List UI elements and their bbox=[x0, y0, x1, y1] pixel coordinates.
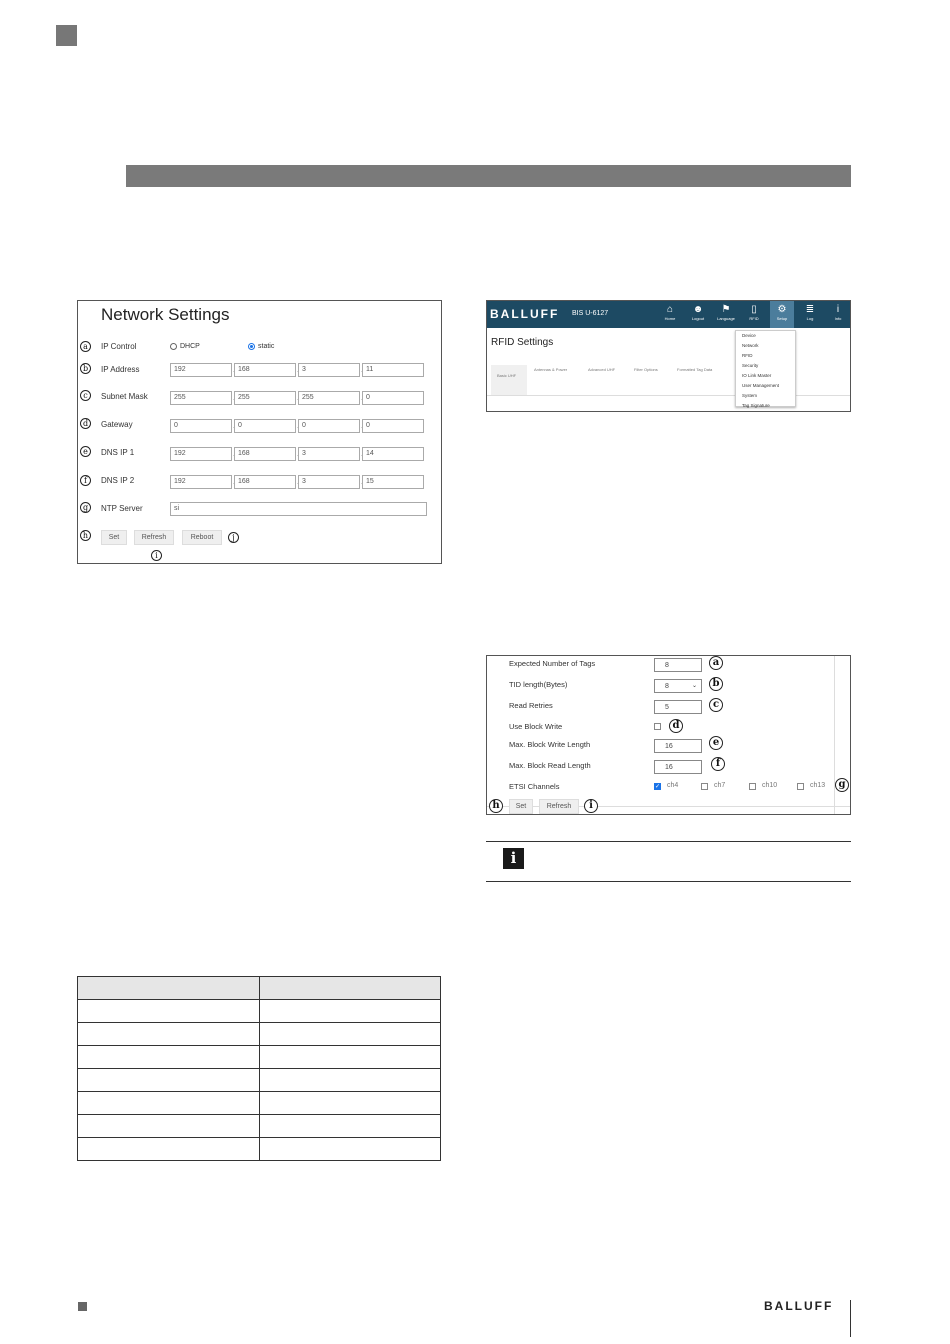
nav-label: Log bbox=[806, 316, 814, 321]
refresh-button[interactable]: Refresh bbox=[134, 530, 174, 545]
table-cell bbox=[78, 1092, 260, 1115]
marker-h: h bbox=[489, 799, 503, 813]
network-settings-screenshot bbox=[77, 300, 442, 564]
table-cell bbox=[78, 1115, 260, 1138]
table-cell bbox=[78, 1046, 260, 1069]
nav-home[interactable] bbox=[658, 304, 682, 322]
marker-a: a bbox=[80, 341, 91, 352]
dhcp-radio-label: DHCP bbox=[180, 343, 200, 350]
gear-icon: ⚙ bbox=[777, 304, 787, 315]
read-retries-label: Read Retries bbox=[509, 701, 553, 710]
gateway-octet-4[interactable]: 0 bbox=[362, 419, 424, 433]
menu-item-system[interactable]: System bbox=[742, 393, 758, 398]
ip-address-octet-3[interactable]: 3 bbox=[298, 363, 360, 377]
ip-address-octet-4[interactable]: 11 bbox=[362, 363, 424, 377]
nav-setup[interactable] bbox=[770, 301, 794, 328]
marker-c: c bbox=[709, 698, 723, 712]
document-icon: ▯ bbox=[751, 304, 757, 315]
marker-d: d bbox=[80, 418, 91, 429]
subnet-mask-octet-2[interactable]: 255 bbox=[234, 391, 296, 405]
ip-address-octet-2[interactable]: 168 bbox=[234, 363, 296, 377]
brand-logo: BALLUFF bbox=[490, 307, 560, 321]
refresh-button[interactable]: Refresh bbox=[539, 799, 579, 814]
dhcp-radio[interactable] bbox=[170, 343, 177, 350]
table-cell bbox=[259, 1000, 441, 1023]
dns-ip-2-label: DNS IP 2 bbox=[101, 476, 135, 485]
menu-item-user-management[interactable]: User Management bbox=[742, 383, 780, 388]
panel-divider bbox=[834, 656, 835, 814]
menu-item-device[interactable]: Device bbox=[742, 333, 756, 338]
marker-g: g bbox=[835, 778, 849, 792]
ntp-server-label: NTP Server bbox=[101, 504, 143, 513]
max-block-write-label: Max. Block Write Length bbox=[509, 740, 591, 749]
info-icon: i bbox=[836, 304, 840, 315]
marker-h: h bbox=[80, 530, 91, 541]
marker-c: c bbox=[80, 390, 91, 401]
expected-tags-input[interactable]: 8 bbox=[654, 658, 702, 672]
table-cell bbox=[78, 1023, 260, 1046]
ip-control-label: IP Control bbox=[101, 342, 137, 351]
table-header-row bbox=[78, 977, 441, 1000]
table-cell bbox=[78, 1000, 260, 1023]
corner-square bbox=[56, 25, 77, 46]
static-radio-label: static bbox=[258, 343, 275, 350]
nav-info[interactable] bbox=[826, 304, 850, 322]
marker-b: b bbox=[80, 363, 91, 374]
network-settings-title: Network Settings bbox=[101, 305, 230, 324]
table-cell bbox=[259, 1023, 441, 1046]
dns-ip-2-octet-2[interactable]: 168 bbox=[234, 475, 296, 489]
dns-ip-1-octet-3[interactable]: 3 bbox=[298, 447, 360, 461]
channel-ch13-label: ch13 bbox=[810, 782, 826, 789]
marker-f: f bbox=[80, 475, 91, 486]
set-button[interactable]: Set bbox=[101, 530, 127, 545]
etsi-channels-label: ETSI Channels bbox=[509, 782, 560, 791]
menu-item-security[interactable]: Security bbox=[742, 363, 759, 368]
tid-length-select[interactable] bbox=[654, 679, 702, 693]
info-icon: i bbox=[503, 848, 524, 869]
gateway-octet-1[interactable]: 0 bbox=[170, 419, 232, 433]
table-cell bbox=[259, 1046, 441, 1069]
gateway-octet-2[interactable]: 0 bbox=[234, 419, 296, 433]
channel-ch4-label: ch4 bbox=[667, 782, 679, 789]
table-cell bbox=[259, 1092, 441, 1115]
table-row bbox=[78, 1046, 441, 1069]
dns-ip-2-octet-3[interactable]: 3 bbox=[298, 475, 360, 489]
ntp-server-input[interactable]: si bbox=[170, 502, 427, 516]
list-icon: ≣ bbox=[805, 304, 815, 315]
gateway-octet-3[interactable]: 0 bbox=[298, 419, 360, 433]
marker-e: e bbox=[709, 736, 723, 750]
table-header-cell bbox=[259, 977, 441, 1000]
table-row bbox=[78, 1115, 441, 1138]
menu-item-rfid[interactable]: RFID bbox=[742, 353, 753, 358]
tab-formatted-tag-data[interactable]: Formatted Tag Data bbox=[677, 367, 713, 372]
table-header-cell bbox=[78, 977, 260, 1000]
table-cell bbox=[259, 1115, 441, 1138]
tid-length-label: TID length(Bytes) bbox=[509, 680, 568, 689]
gateway-label: Gateway bbox=[101, 420, 133, 429]
dns-ip-2-octet-4[interactable]: 15 bbox=[362, 475, 424, 489]
marker-b: b bbox=[709, 677, 723, 691]
rfid-settings-screenshot bbox=[486, 300, 851, 412]
table-cell bbox=[259, 1069, 441, 1092]
footer-logo: BALLUFF bbox=[764, 1299, 834, 1313]
device-model: BIS U-6127 bbox=[572, 310, 609, 317]
expected-tags-label: Expected Number of Tags bbox=[509, 659, 596, 668]
nav-label: Logout bbox=[691, 316, 705, 321]
marker-g: g bbox=[80, 502, 91, 513]
ip-address-label: IP Address bbox=[101, 365, 140, 374]
use-block-write-label: Use Block Write bbox=[509, 722, 563, 731]
note-bottom-rule bbox=[486, 881, 851, 882]
dns-ip-1-octet-4[interactable]: 14 bbox=[362, 447, 424, 461]
channel-ch10-checkbox[interactable] bbox=[749, 783, 756, 790]
table-row bbox=[78, 1023, 441, 1046]
table-cell bbox=[259, 1138, 441, 1161]
marker-d: d bbox=[669, 719, 683, 733]
marker-f: f bbox=[711, 757, 725, 771]
user-icon: ☻ bbox=[692, 304, 704, 315]
note-top-rule bbox=[486, 841, 851, 842]
reboot-button[interactable]: Reboot bbox=[182, 530, 222, 545]
home-icon: ⌂ bbox=[666, 304, 674, 315]
subnet-mask-octet-4[interactable]: 0 bbox=[362, 391, 424, 405]
tid-length-value: 8 bbox=[665, 683, 669, 690]
tab-basic-uhf[interactable]: Basic UHF bbox=[491, 365, 527, 395]
section-heading-bar bbox=[126, 165, 851, 187]
max-block-read-label: Max. Block Read Length bbox=[509, 761, 591, 770]
channel-ch4-checkbox[interactable]: ✓ bbox=[655, 784, 661, 790]
basic-uhf-screenshot bbox=[486, 655, 851, 815]
nav-language[interactable] bbox=[714, 304, 738, 322]
menu-item-tag-signature[interactable]: Tag Signature bbox=[742, 403, 770, 408]
set-button[interactable]: Set bbox=[509, 799, 533, 814]
marker-i: i bbox=[584, 799, 598, 813]
use-block-write-checkbox[interactable] bbox=[654, 723, 661, 730]
max-block-read-input[interactable]: 16 bbox=[654, 760, 702, 774]
table-row bbox=[78, 1069, 441, 1092]
subnet-mask-label: Subnet Mask bbox=[101, 392, 148, 401]
nav-label: Language bbox=[717, 316, 735, 321]
ip-address-octet-1[interactable]: 192 bbox=[170, 363, 232, 377]
tab-filter-options[interactable]: Filter Options bbox=[634, 367, 658, 372]
nav-label: Info bbox=[834, 316, 842, 321]
read-retries-input[interactable]: 5 bbox=[654, 700, 702, 714]
channel-ch7-label: ch7 bbox=[714, 782, 726, 789]
tab-antennas-power[interactable]: Antennas & Power bbox=[534, 367, 568, 372]
table-row bbox=[78, 1000, 441, 1023]
tab-advanced-uhf[interactable]: Advanced UHF bbox=[588, 367, 616, 372]
chevron-down-icon: ⌄ bbox=[691, 683, 697, 689]
nav-logout[interactable] bbox=[686, 304, 710, 322]
menu-item-network[interactable]: Network bbox=[742, 343, 759, 348]
marker-i: i bbox=[151, 550, 162, 561]
nav-label: Setup bbox=[776, 316, 788, 321]
setup-dropdown-menu bbox=[735, 330, 796, 407]
static-radio[interactable] bbox=[248, 343, 255, 350]
table-cell bbox=[78, 1069, 260, 1092]
table-row bbox=[78, 1092, 441, 1115]
nav-log[interactable] bbox=[798, 304, 822, 322]
subnet-mask-octet-1[interactable]: 255 bbox=[170, 391, 232, 405]
menu-item-io-link-master[interactable]: IO Link Master bbox=[742, 373, 772, 378]
subnet-mask-octet-3[interactable]: 255 bbox=[298, 391, 360, 405]
nav-label: Home bbox=[664, 316, 676, 321]
table-row bbox=[78, 1138, 441, 1161]
dns-ip-1-label: DNS IP 1 bbox=[101, 448, 135, 457]
flag-icon: ⚑ bbox=[721, 304, 731, 315]
nav-rfid[interactable] bbox=[742, 304, 766, 322]
nav-label: RFID bbox=[749, 316, 759, 321]
channel-ch10-label: ch10 bbox=[762, 782, 778, 789]
table-cell bbox=[78, 1138, 260, 1161]
marker-j: j bbox=[228, 532, 239, 543]
rfid-settings-title: RFID Settings bbox=[491, 337, 554, 348]
dns-ip-1-octet-2[interactable]: 168 bbox=[234, 447, 296, 461]
top-navigation-bar bbox=[487, 301, 850, 328]
parameter-table bbox=[77, 976, 441, 1161]
footer-rule bbox=[850, 1300, 851, 1337]
channel-ch13-checkbox[interactable] bbox=[797, 783, 804, 790]
dns-ip-1-octet-1[interactable]: 192 bbox=[170, 447, 232, 461]
footer-square bbox=[78, 1302, 87, 1311]
dns-ip-2-octet-1[interactable]: 192 bbox=[170, 475, 232, 489]
marker-e: e bbox=[80, 446, 91, 457]
channel-ch7-checkbox[interactable] bbox=[701, 783, 708, 790]
max-block-write-input[interactable]: 16 bbox=[654, 739, 702, 753]
marker-a: a bbox=[709, 656, 723, 670]
